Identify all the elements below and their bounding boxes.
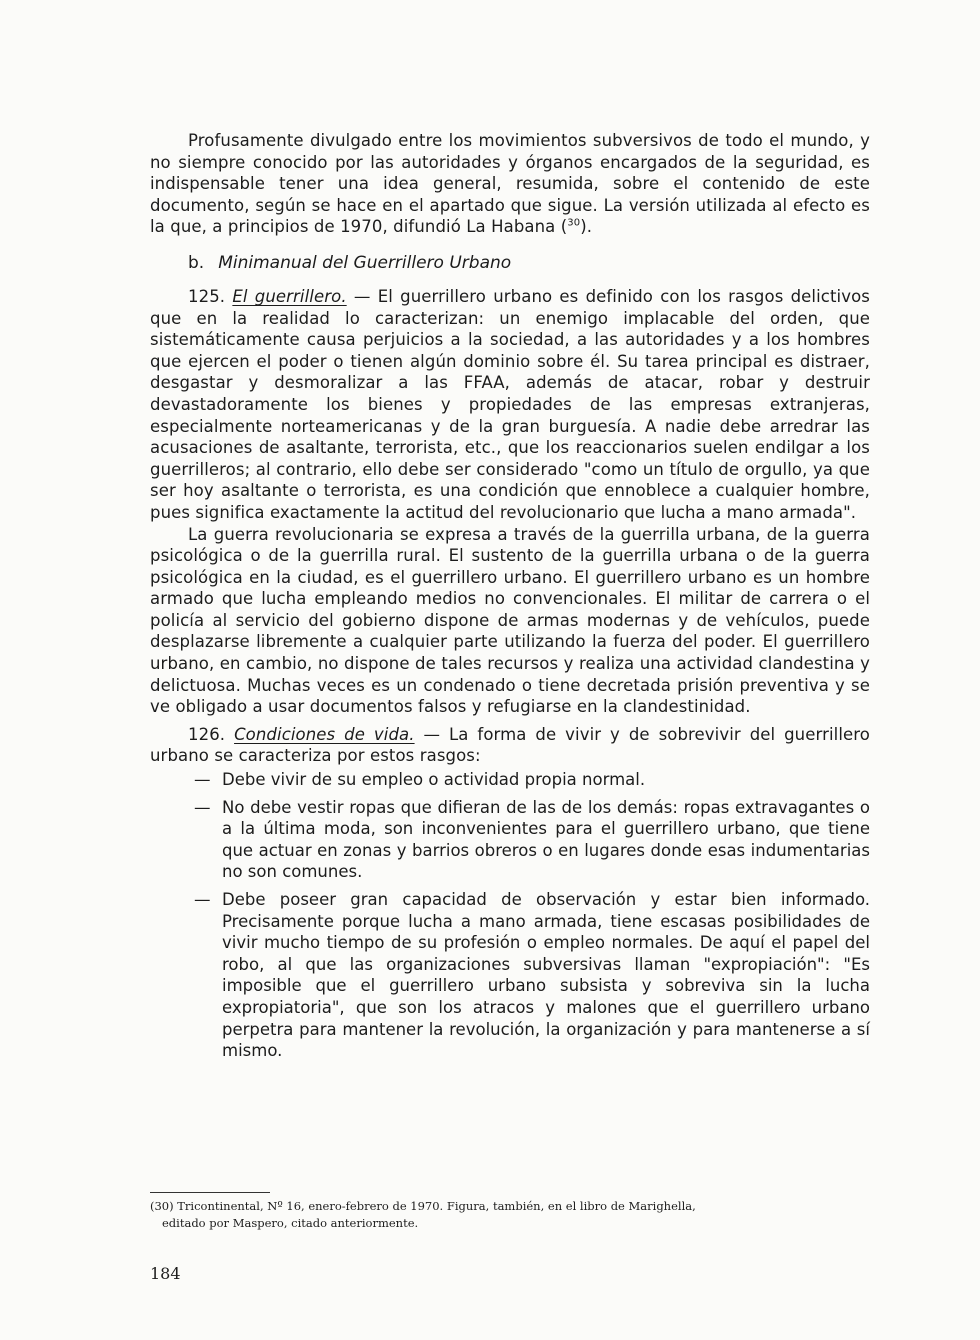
footnote-ref: 30 [567,217,581,229]
paragraph-number: 125. [188,286,226,306]
paragraph-heading: Condiciones de vida. [234,724,415,744]
heading-dash: — [346,286,378,306]
intro-end: . [586,217,593,237]
bullet-dash: — [194,890,211,909]
footnote-line: (30) Tricontinental, Nº 16, enero-febrero de 1970. Figura, también, en el libro de Marighella, [150,1199,696,1213]
bullet-dash: — [194,770,211,790]
intro-paragraph: Profusamente divulgado entre los movimientos subversivos de todo el mundo, y no siempre conocido por las autoridades y órganos encargados de la seguridad, es indispensable tener una idea general, resumida, sobre el contenido de este documento, según se hace en el apartado que sigue. La versión utilizada al efecto es la que, a principios de 1970, difundió La Habana ($^{30}$). [150,131,870,237]
section-letter: b. [188,252,205,273]
bullet-text: Debe vivir de su empleo o actividad propia normal. [222,770,646,790]
bullet-text: No debe vestir ropas que difieran de las de los demás: ropas extravagantes o a la última moda, son inconvenientes para el guerrillero urbano, que tiene que actuar en zonas y barrios obreros o en lugares donde esas indumentarias no son comunes. [222,797,870,882]
bullet-dash: — [194,797,211,817]
paragraph-125-continued [150,524,870,718]
page-body [150,130,870,1068]
page-number: 184 [150,1264,181,1283]
section-title: Minimanual del Guerrillero Urbano [218,252,512,273]
paragraph-text: La guerra revolucionaria se expresa a través de la guerrilla urbana, de la guerra psicológica o de la guerrilla rural. El sustento de la guerrilla urbana o de la guerra psicológica en la ciudad, es el guerrillero urbano. El guerrillero urbano es un hombre armado que lucha empleando medios no convencionales. El militar de carrera o el policía al servicio del gobierno dispone de armas modernas y de vehículos, puede desplazarse libremente a cualquier parte utilizando la fuerza del poder. El guerrillero urbano, en cambio, no dispone de tales recursos y realiza una actividad clandestina y delictuosa. Muchas veces es un condenado o tiene decretada prisión preventiva y se ve obligado a usar documentos falsos y refugiarse en la clandestinidad. [150,524,870,717]
footnote-rule [150,1192,270,1193]
list-item [150,769,870,791]
list-item [150,797,870,883]
paragraph-126 [150,724,870,767]
intro-text: Profusamente divulgado entre los movimientos subversivos de todo el mundo, y no siempre conocido por las autoridades y órganos encargados de la seguridad, es indispensable tener una idea general, resumida, sobre el contenido de este documento, según se hace en el apartado que sigue. La versión utilizada al efecto es la que, a principios de 1970, difundió La Habana [150,131,870,237]
paragraph-heading: El guerrillero. [232,286,347,306]
section-heading [188,252,870,274]
paragraph-text: El guerrillero urbano es definido con los rasgos delictivos que en la realidad lo caracterizan: un enemigo implacable del orden, que sistemáticamente causa perjuicios a la sociedad, a las autoridades y a los hombres que ejercen el poder o tienen algún dominio sobre él. Su tarea principal es distraer, desgastar y desmoralizar a las FFAA, además de atacar, robar y destruir devastadoramente los bienes y propiedades de las empresas extranjeras, especialmente norteamericanas y de la gran burguesía. A nadie debe arredrar las acusaciones de asaltante, terrorista, etc., que los reaccionarios suelen endilgar a los guerrilleros; al contrario, ello debe ser considerado "como un título de orgullo, ya que ser hoy asaltante o terrorista, es una condición que ennoblece a cualquier hombre, pues significa exactamente la actitud del revolucionario que lucha a mano armada". [150,286,870,522]
footnote [150,1198,870,1232]
heading-dash: — [414,724,450,744]
bullet-list [150,769,870,1062]
paragraph-text: La forma de vivir y de sobrevivir del guerrillero urbano se caracteriza por estos rasgos: [150,724,870,766]
paragraph-number: 126. [188,724,226,744]
paragraph-125 [150,286,870,524]
list-item [150,889,870,1062]
footnote-line: editado por Maspero, citado anteriormente. [162,1216,419,1230]
bullet-text: Debe poseer gran capacidad de observación y estar bien informado. Precisamente porque lucha a mano armada, tiene escasas posibilidades de vivir mucho tiempo de su profesión o empleo normales. De aquí el papel del robo, al que las organizaciones subversivas llaman "expropiación": "Es imposible que el guerrillero urbano subsista y sobreviva sin la lucha expropiatoria", que son los atracos y malones que el guerrillero urbano perpetra para mantener la revolución, la organización y para mantenerse a sí mismo. [222,890,870,1061]
